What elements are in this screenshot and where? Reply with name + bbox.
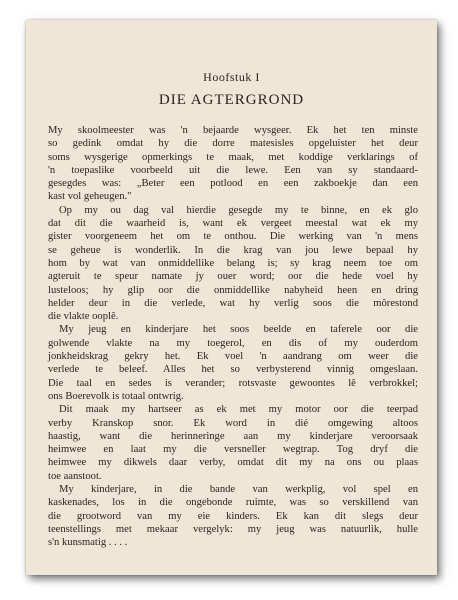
chapter-title: DIE AGTERGROND [158, 92, 305, 108]
paragraph-4-line-6: toe aanstoot. [48, 470, 102, 482]
paragraph-3-line-1: My jeug en kinderjare het soos beelde en taferele oor die [59, 324, 418, 336]
paragraph-1-line-3: soms wysgerige opmerkings te maak, met koddige verklarings of [48, 151, 418, 163]
body-text [48, 124, 418, 550]
book-page [26, 20, 437, 575]
paragraph-2-line-8: helder deur in die verlede, wat hy verlig soos die môrestond [48, 297, 418, 309]
paragraph-2-line-2: dat dit die waarheid is, want ek vergeet meestal wat ek my [48, 218, 418, 230]
paragraph-5-line-1: My kinderjare, in die bande van werkplig, vol spel en [59, 484, 418, 496]
paragraph-4-line-1: Dit maak my hartseer as ek met my motor oor die teerpad [59, 404, 418, 416]
paragraph-1-line-2: so gedink omdat hy die dorre matesisles opgeluister het deur [48, 138, 418, 150]
paragraph-5-line-2: kaskenades, los in die ongebonde ruimte, was so verskillend van [48, 497, 418, 509]
paragraph-2-line-4: se geheue is wonderlik. In die krag van jou lewe bepaal hy [48, 244, 418, 256]
paragraph-2-line-1: Op my ou dag val hierdie gesegde my te binne, en ek glo [59, 204, 418, 216]
paragraph-3-line-2: golwende vlakte na my toegerol, en dis of my ouderdom [48, 337, 418, 349]
paragraph-5-line-5: s'n kunsmatig . . . . [48, 537, 128, 549]
paragraph-2-line-5: hom by wat van onmiddellike belang is; sy krag neem toe om [48, 257, 418, 269]
paragraph-1-line-4: 'n toepaslike voorbeeld uit die lewe. Een van sy standaard- [48, 164, 418, 176]
chapter-label: Hoofstuk I [203, 70, 260, 84]
paragraph-1-line-5: gesegdes was: „Beter een potlood en een zakboekje dan een [48, 178, 418, 190]
paragraph-5-line-4: teenstellings met mekaar vergelyk: my jeug was natuurlik, hulle [48, 523, 418, 535]
paragraph-3-line-6: ons Boerevolk is totaal ontwrig. [48, 390, 184, 402]
paragraph-3-line-4: verlede te beleef. Alles het so verbysterend vinnig omgeslaan. [48, 364, 418, 376]
paragraph-4-line-3: haastig, want die herinneringe aan my kinderjare veroorsaak [48, 430, 418, 442]
paragraph-4-line-4: heimwee en laat my die versneller wegtrap. Tog dryf die [48, 444, 418, 456]
paragraph-1-line-1: My skoolmeester was 'n bejaarde wysgeer. Ek het ten minste [48, 125, 418, 136]
paragraph-4-line-2: verby Kranskop snor. Ek word in dié omgewing altoos [48, 417, 418, 429]
paragraph-5-line-3: die grootword van my eie kinders. Ek kan dit slegs deur [48, 510, 418, 522]
paragraph-1-line-6: kast vol geheugen." [48, 191, 132, 203]
paragraph-4-line-5: heimwee my dikwels daar verby, omdat dit my na ons ou plaas [48, 457, 418, 469]
paragraph-2-line-7: lusteloos; hy glip oor die onmiddellike nabyheid heen en dring [48, 284, 418, 296]
paragraph-2-line-6: agteruit te speur namate jy ouer word; oor die hede voel hy [48, 271, 418, 283]
paragraph-2-line-3: gister voorgeneem het om te onthou. Die werking van 'n mens [48, 231, 418, 243]
paragraph-3-line-3: jonkheidskrag gekry het. Ek voel 'n aandrang om weer die [48, 351, 418, 363]
paragraph-3-line-5: Die taal en sedes is verander; rotsvaste gewoontes lê verbrokkel; [48, 377, 418, 389]
paragraph-2-line-9: die vlakte ooplê. [48, 311, 119, 323]
